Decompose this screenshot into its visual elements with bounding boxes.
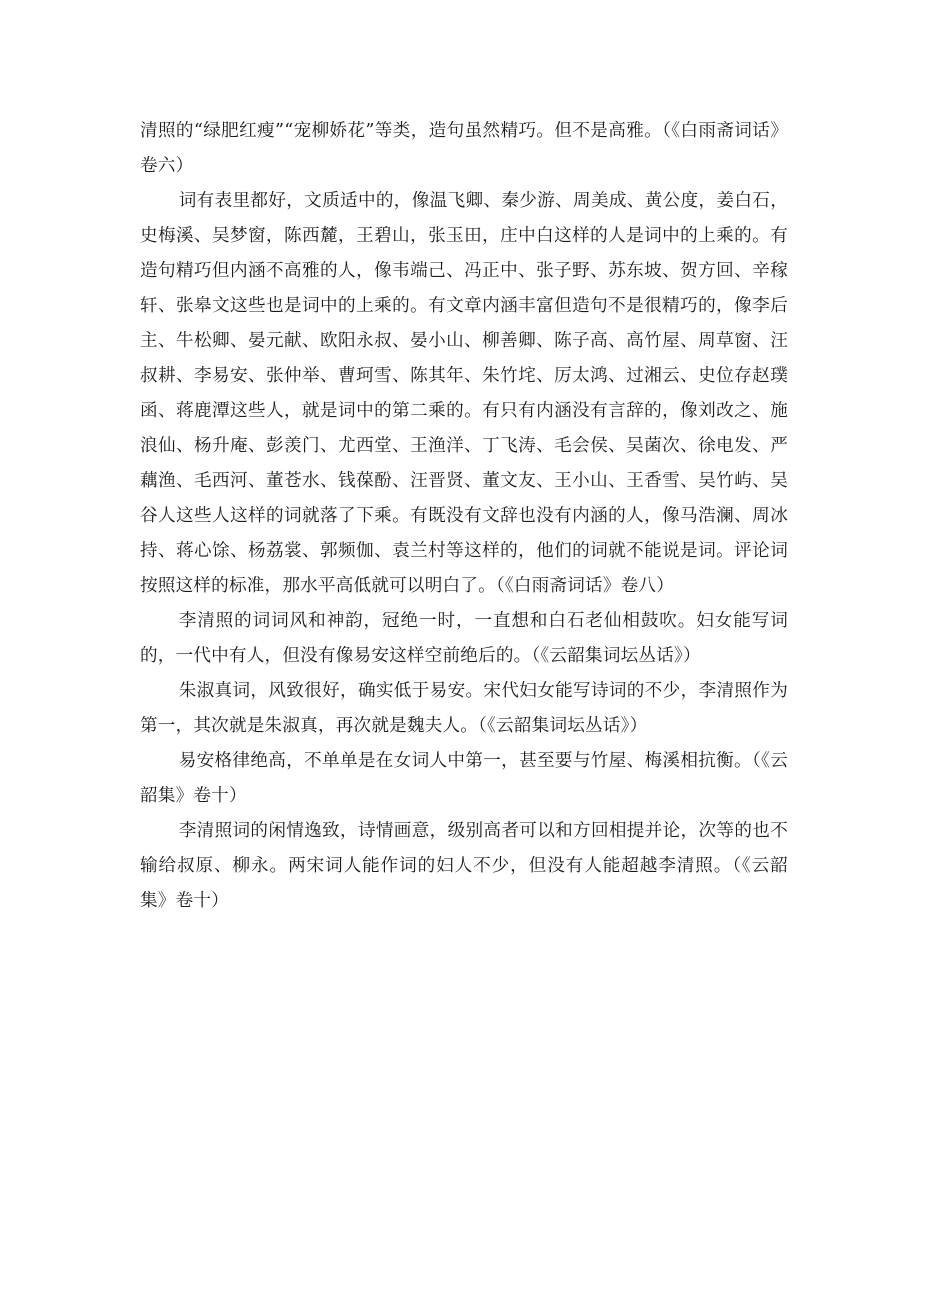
paragraph-2: 词有表里都好，文质适中的，像温飞卿、秦少游、周美成、黄公度，姜白石，史梅溪、吴梦窗，陈西麓，王碧山，张玉田，庄中白这样的人是词中的上乘的。有造句精巧但内涵不高雅的人，像韦端己、冯正中、张子野、苏东坡、贺方回、辛稼轩、张皋文这些也是词中的上乘的。有文章内涵丰富但造句不是很精巧的，像李后主、牛松卿、晏元献、欧阳永叔、晏小山、柳善卿、陈子高、高竹屋、周草窗、汪叔耕、李易安、张仲举、曹珂雪、陈其年、朱竹垞、厉太鸿、过湘云、史位存赵璞函、蒋鹿潭这些人，就是词中的第二乘的。有只有内涵没有言辞的，像刘改之、施浪仙、杨升庵、彭羡门、尤西堂、王渔洋、丁飞涛、毛会侯、吴菌次、徐电发、严藕渔、毛西河、董苍水、钱葆酚、汪晋贤、董文友、王小山、王香雪、吴竹屿、吴谷人这些人这样的词就落了下乘。有既没有文辞也没有内涵的人，像马浩澜、周冰持、蒋心馀、杨荔裳、郭频伽、袁兰村等这样的，他们的词就不能说是词。评论词按照这样的标准，那水平高低就可以明白了。（《白雨斋词话》卷八） <box>140 191 788 596</box>
paragraph-6: 李清照词的闲情逸致，诗情画意，级别高者可以和方回相提并论，次等的也不输给叔原、柳永。两宋词人能作词的妇人不少，但没有人能超越李清照。（《云韶集》卷十） <box>140 821 788 911</box>
document-body <box>140 114 788 919</box>
paragraph-3: 李清照的词词风和神韵，冠绝一时，一直想和白石老仙相鼓吹。妇女能写词的，一代中有人，但没有像易安这样空前绝后的。（《云韶集词坛丛话》） <box>140 611 788 666</box>
paragraph-4: 朱淑真词，风致很好，确实低于易安。宋代妇女能写诗词的不少，李清照作为第一，其次就是朱淑真，再次就是魏夫人。（《云韶集词坛丛话》） <box>140 681 788 736</box>
paragraph-1: 清照的“绿肥红瘦”“宠柳娇花”等类，造句虽然精巧。但不是高雅。（《白雨斋词话》卷六） <box>140 121 788 176</box>
paragraph-5: 易安格律绝高，不单单是在女词人中第一，甚至要与竹屋、梅溪相抗衡。（《云韶集》卷十） <box>140 751 788 806</box>
